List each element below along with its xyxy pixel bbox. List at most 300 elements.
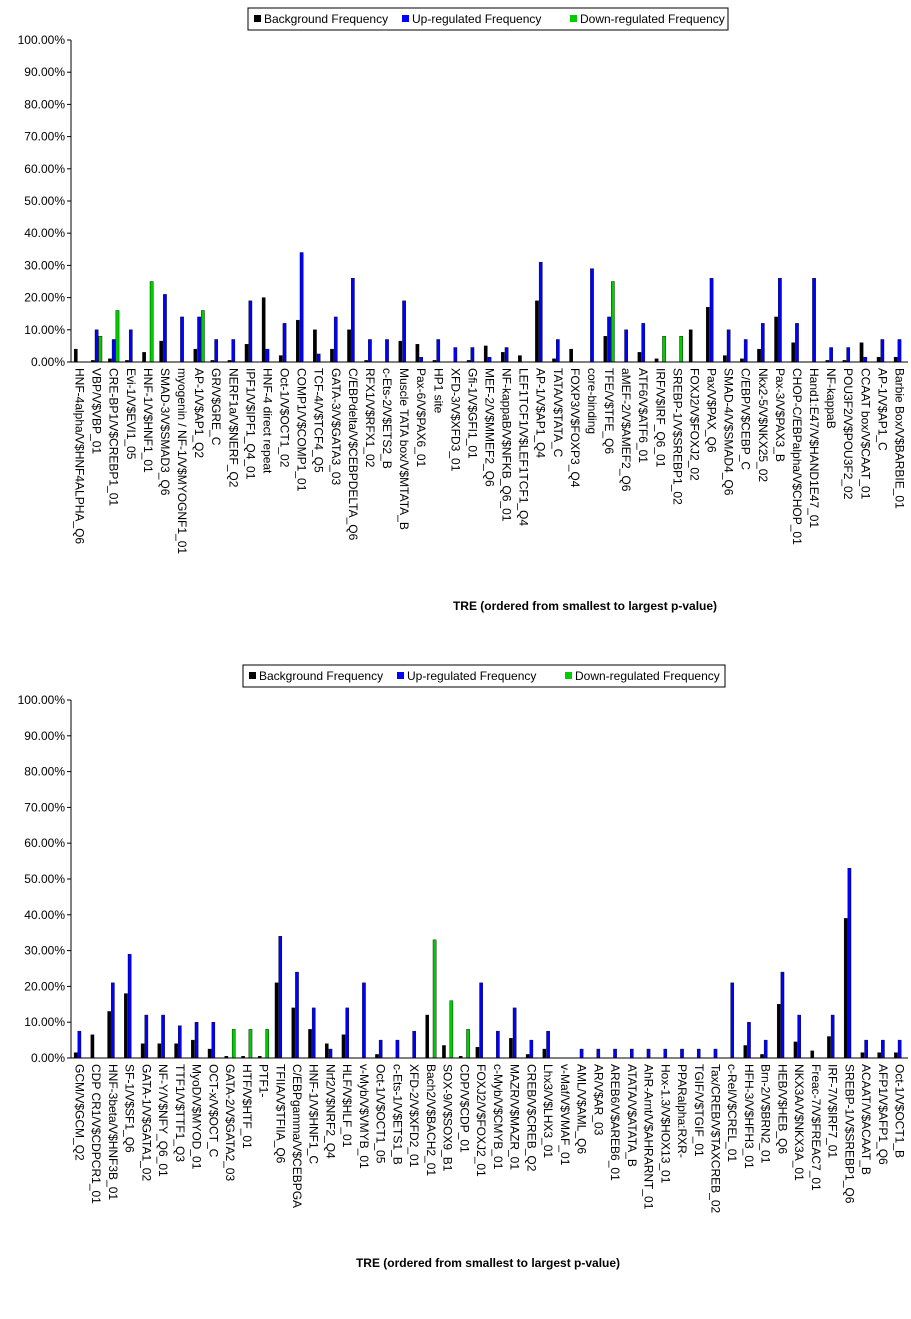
x-tick-label: Pax/V$PAX_Q6: [704, 368, 719, 453]
bar-up-regulated-frequency34: [647, 1049, 650, 1058]
bar-background-frequency48: [894, 357, 897, 362]
bar-background-frequency7: [194, 349, 197, 362]
legend-label-1: Up-regulated Frequency: [412, 12, 542, 26]
bar-up-regulated-frequency0: [78, 1031, 81, 1058]
y-tick-label: 0.00%: [30, 1051, 65, 1065]
x-tick-label: Brn-2/V$BRN2_01: [758, 1064, 773, 1164]
x-tick-label: CCAAT box/V$CAAT_01: [858, 368, 873, 500]
x-tick-label: HFH-3/V$HFH3_01: [741, 1064, 756, 1169]
bar-background-frequency19: [399, 341, 402, 362]
x-tick-label: Evi-1/V$EVI1_05: [123, 368, 138, 460]
x-tick-label: GATA-3/V$GATA3_03: [328, 368, 343, 486]
bar-background-frequency37: [706, 307, 709, 362]
y-axis: [18, 33, 71, 369]
x-tick-label: HEB/V$HEB_Q6: [775, 1064, 790, 1155]
bar-background-frequency47: [861, 1053, 864, 1058]
y-tick-label: 80.00%: [24, 97, 65, 112]
bar-up-regulated-frequency47: [865, 1040, 868, 1058]
bar-up-regulated-frequency7: [197, 317, 200, 362]
bar-background-frequency27: [535, 301, 538, 362]
x-tick-label: Lhx3/V$LHX3_01: [541, 1064, 556, 1159]
legend-label-2: Down-regulated Frequency: [580, 12, 725, 26]
bar-background-frequency41: [760, 1054, 763, 1058]
bar-background-frequency15: [325, 1044, 328, 1058]
x-tick-label: GR/V$GRE_C: [209, 368, 224, 446]
legend-swatch-0: [249, 672, 256, 679]
bar-up-regulated-frequency13: [295, 972, 298, 1058]
bar-up-regulated-frequency15: [334, 317, 337, 362]
bar-up-regulated-frequency20: [420, 357, 423, 362]
bar-background-frequency42: [777, 1004, 780, 1058]
x-tick-label: CHOP-C/EBPalpha/V$CHOP_01: [789, 368, 804, 545]
bar-background-frequency42: [792, 343, 795, 362]
x-tick-label: AP-1/V$AP1_C: [875, 368, 890, 451]
bar-down-regulated-frequency9: [232, 1029, 235, 1058]
y-tick-label: 40.00%: [24, 226, 65, 241]
x-tick-label: HNF-1/V$HNF1_C: [306, 1064, 321, 1165]
x-tick-label: Gfi-1/V$GFI1_01: [465, 368, 480, 459]
x-tick-label: Muscle TATA box/V$MTATA_B: [397, 368, 412, 530]
legend: [248, 8, 728, 30]
legend-swatch-0: [254, 15, 261, 22]
y-tick-label: 50.00%: [24, 872, 65, 886]
x-tick-label: HNF-1/V$HNF1_01: [140, 368, 155, 473]
x-tick-label: IRF/V$IRF_Q6_01: [653, 368, 668, 468]
bar-up-regulated-frequency4: [145, 1015, 148, 1058]
bar-down-regulated-frequency4: [150, 282, 153, 363]
bar-up-regulated-frequency39: [731, 983, 734, 1058]
bar-up-regulated-frequency5: [163, 294, 166, 362]
y-tick-label: 100.00%: [17, 33, 65, 47]
x-tick-label: AhR-Arnt/V$AHRARNT_01: [641, 1064, 656, 1210]
x-tick-label: c-Ets-1/V$ETS1_B: [390, 1064, 405, 1165]
x-tick-label: Hox-1.3/V$HOX13_01: [658, 1064, 673, 1184]
bar-up-regulated-frequency16: [351, 278, 354, 362]
x-tick-label: SF-1/V$SF1_Q6: [122, 1064, 137, 1153]
bar-background-frequency40: [757, 349, 760, 362]
bar-up-regulated-frequency45: [831, 1015, 834, 1058]
bar-up-regulated-frequency46: [848, 868, 851, 1058]
x-tick-label: CREB/V$CREB_Q2: [524, 1064, 539, 1172]
bar-background-frequency16: [347, 330, 350, 362]
bar-up-regulated-frequency35: [664, 1049, 667, 1058]
bar-up-regulated-frequency31: [597, 1049, 600, 1058]
x-tick-label: CDP CR1/V$CDPCR1_01: [89, 1064, 104, 1204]
x-tick-label: v-Myb/V$VMYB_01: [356, 1064, 371, 1169]
x-tick-label: c-Ets-2/V$ETS2_B: [380, 368, 395, 469]
x-tick-label: AP-1/V$AP1_Q2: [192, 368, 207, 459]
bar-down-regulated-frequency31: [611, 282, 614, 363]
x-tick-label: Nkx2-5/V$NKX25_02: [755, 368, 770, 483]
x-tick-label: CDP/V$CDP_01: [457, 1064, 472, 1153]
bar-background-frequency44: [811, 1051, 814, 1058]
bar-background-frequency13: [296, 320, 299, 362]
x-tick-label: aMEF-2/V$AMEF2_Q6: [619, 368, 634, 492]
bar-up-regulated-frequency40: [747, 1022, 750, 1058]
legend-label-1: Up-regulated Frequency: [407, 669, 537, 683]
bar-up-regulated-frequency7: [195, 1022, 198, 1058]
bar-down-regulated-frequency34: [662, 336, 665, 362]
bar-up-regulated-frequency21: [437, 339, 440, 362]
bar-background-frequency1: [91, 1035, 94, 1058]
bar-up-regulated-frequency41: [764, 1040, 767, 1058]
bar-background-frequency21: [426, 1015, 429, 1058]
x-axis-title: TRE (ordered from smallest to largest p-value): [452, 599, 718, 613]
bar-background-frequency6: [175, 1044, 178, 1058]
x-tick-label: TFE/V$TFE_Q6: [602, 368, 617, 455]
bar-up-regulated-frequency38: [727, 330, 730, 362]
bar-up-regulated-frequency43: [798, 1015, 801, 1058]
bar-background-frequency18: [375, 1054, 378, 1058]
bar-up-regulated-frequency48: [881, 1040, 884, 1058]
x-tick-label: core-binding: [584, 368, 599, 435]
bar-up-regulated-frequency22: [454, 348, 457, 362]
bar-background-frequency47: [877, 357, 880, 362]
bar-background-frequency7: [191, 1040, 194, 1058]
bar-up-regulated-frequency6: [178, 1026, 181, 1058]
bar-background-frequency38: [723, 356, 726, 362]
bar-up-regulated-frequency12: [283, 323, 286, 362]
x-tick-label: PTF1-: [256, 1064, 271, 1098]
bar-background-frequency10: [245, 344, 248, 362]
bar-up-regulated-frequency42: [795, 323, 798, 362]
x-tick-label: NF-Y/V$NFY_Q6_01: [156, 1064, 171, 1177]
bar-background-frequency40: [744, 1045, 747, 1058]
bar-background-frequency13: [292, 1008, 295, 1058]
y-tick-label: 60.00%: [24, 161, 65, 176]
bar-background-frequency48: [878, 1053, 881, 1058]
bar-background-frequency4: [141, 1044, 144, 1058]
y-tick-label: 40.00%: [24, 907, 65, 922]
x-tick-label: VBP/V$VBP_01: [89, 368, 104, 455]
bar-chart-2: [0, 655, 911, 1275]
bar-background-frequency24: [476, 1047, 479, 1058]
bar-background-frequency12: [275, 983, 278, 1058]
x-tick-label: XFD-3/V$XFD3_01: [448, 368, 463, 472]
bar-up-regulated-frequency8: [212, 1022, 215, 1058]
bar-up-regulated-frequency10: [249, 301, 252, 362]
bar-down-regulated-frequency22: [450, 1001, 453, 1058]
x-axis-title: TRE (ordered from smallest to largest p-value): [355, 1256, 621, 1270]
bar-up-regulated-frequency6: [180, 317, 183, 362]
bar-up-regulated-frequency17: [368, 339, 371, 362]
x-tick-label: SREBP-1/V$SREBP1_Q6: [842, 1064, 857, 1204]
x-tick-label: FOXP3/V$FOXP3_Q4: [567, 368, 582, 488]
bar-down-regulated-frequency2: [116, 310, 119, 362]
x-tick-label: NERF1a/V$NERF_Q2: [226, 368, 241, 488]
y-tick-label: 90.00%: [24, 65, 65, 80]
y-tick-label: 70.00%: [24, 129, 65, 144]
bar-background-frequency49: [894, 1053, 897, 1058]
y-tick-label: 30.00%: [24, 258, 65, 273]
bar-up-regulated-frequency26: [513, 1008, 516, 1058]
bar-up-regulated-frequency41: [778, 278, 781, 362]
y-tick-label: 10.00%: [24, 322, 65, 337]
bar-up-regulated-frequency1: [95, 330, 98, 362]
bar-down-regulated-frequency11: [266, 1029, 269, 1058]
bar-up-regulated-frequency45: [847, 348, 850, 362]
y-tick-label: 90.00%: [24, 728, 65, 743]
x-tick-label: c-Rel/V$CREL_01: [725, 1064, 740, 1163]
x-tick-label: HNF-3beta/V$HNF3B_01: [105, 1064, 120, 1201]
bar-background-frequency14: [308, 1029, 311, 1058]
bar-background-frequency25: [501, 352, 504, 362]
bar-up-regulated-frequency46: [864, 357, 867, 362]
bar-up-regulated-frequency14: [317, 354, 320, 362]
bar-up-regulated-frequency37: [710, 278, 713, 362]
x-tick-label: TCF-4/V$TCF4_Q5: [311, 368, 326, 473]
legend: [243, 665, 725, 687]
x-tick-label: C/EBPdelta/V$CEBPDELTA_Q6: [345, 368, 360, 541]
bar-background-frequency14: [313, 330, 316, 362]
x-tick-label: AREB6/V$AREB6_01: [608, 1064, 623, 1181]
bar-up-regulated-frequency12: [279, 936, 282, 1058]
bar-background-frequency2: [108, 1011, 111, 1058]
x-tick-label: Hand1:E47/V$HAND1E47_01: [807, 368, 822, 529]
x-tick-label: IPF1/V$IPF1_Q4_01: [243, 368, 258, 480]
bar-up-regulated-frequency18: [379, 1040, 382, 1058]
bar-up-regulated-frequency27: [530, 1040, 533, 1058]
bars: [74, 868, 901, 1058]
x-tick-label: LEF1TCF1/V$LEF1TCF1_Q4: [516, 368, 531, 527]
x-tick-label: GATA-2/V$GATA2_03: [223, 1064, 238, 1182]
x-tick-label: HLF/V$HLF_01: [340, 1064, 355, 1148]
bar-up-regulated-frequency19: [402, 301, 405, 362]
bar-up-regulated-frequency30: [590, 269, 593, 362]
x-tick-label: MEF-2/V$MMEF2_Q6: [482, 368, 497, 487]
bar-up-regulated-frequency33: [630, 1049, 633, 1058]
y-tick-label: 10.00%: [24, 1015, 65, 1030]
x-tick-label: AFP1/V$AFP1_Q6: [875, 1064, 890, 1165]
chart-panel-2: [0, 655, 911, 1275]
y-tick-label: 20.00%: [24, 290, 65, 305]
x-tick-label: IRF-7/V$IRF7_01: [825, 1064, 840, 1159]
bar-up-regulated-frequency28: [546, 1031, 549, 1058]
bar-down-regulated-frequency23: [466, 1029, 469, 1058]
x-axis: [72, 1064, 906, 1213]
bar-up-regulated-frequency31: [607, 317, 610, 362]
bar-background-frequency5: [158, 1044, 161, 1058]
bar-down-regulated-frequency1: [99, 336, 102, 362]
bar-up-regulated-frequency48: [898, 339, 901, 362]
x-axis: [73, 368, 907, 554]
bar-up-regulated-frequency33: [642, 323, 645, 362]
bar-up-regulated-frequency16: [346, 1008, 349, 1058]
x-tick-label: C/EBPgamma/V$CEBPGA: [289, 1064, 304, 1209]
bar-up-regulated-frequency25: [496, 1031, 499, 1058]
bar-background-frequency26: [518, 356, 521, 362]
bar-background-frequency0: [74, 349, 77, 362]
x-tick-label: HNF-4 direct repeat: [260, 368, 275, 474]
legend-swatch-2: [565, 672, 572, 679]
bar-background-frequency46: [860, 343, 863, 362]
x-tick-label: MAZR/V$MAZR_01: [507, 1064, 522, 1171]
bar-background-frequency27: [526, 1054, 529, 1058]
bar-up-regulated-frequency24: [488, 357, 491, 362]
bar-background-frequency46: [844, 918, 847, 1058]
bar-background-frequency12: [279, 356, 282, 362]
x-tick-label: v-Maf/V$VMAF_01: [557, 1064, 572, 1166]
bar-up-regulated-frequency19: [396, 1040, 399, 1058]
bar-down-regulated-frequency10: [249, 1029, 252, 1058]
bar-up-regulated-frequency44: [830, 348, 833, 362]
legend-label-0: Background Frequency: [264, 12, 389, 26]
x-tick-label: NKX3A/V$NKX3A_01: [792, 1064, 807, 1181]
x-tick-label: Oct-1/V$OCT1_B: [892, 1064, 907, 1159]
bar-up-regulated-frequency15: [329, 1049, 332, 1058]
legend-swatch-1: [402, 15, 409, 22]
x-tick-label: HNF-4alpha/V$HNF4ALPHA_Q6: [72, 368, 87, 545]
bar-background-frequency3: [124, 994, 127, 1058]
x-tick-label: AP-1/V$AP1_Q4: [533, 368, 548, 459]
x-tick-label: Freac-7/V$FREAC7_01: [808, 1064, 823, 1191]
legend-label-0: Background Frequency: [259, 669, 384, 683]
x-tick-label: Bach2/V$BACH2_01: [423, 1064, 438, 1177]
bar-up-regulated-frequency3: [129, 330, 132, 362]
x-tick-label: Pax-6/V$PAX6_01: [414, 368, 429, 468]
bar-background-frequency11: [262, 298, 265, 362]
bar-up-regulated-frequency9: [232, 339, 235, 362]
bar-background-frequency31: [604, 336, 607, 362]
legend-label-2: Down-regulated Frequency: [575, 669, 720, 683]
x-tick-label: ATF6/V$ATF6_01: [636, 368, 651, 463]
bar-up-regulated-frequency5: [161, 1015, 164, 1058]
bar-background-frequency5: [160, 341, 163, 362]
bar-up-regulated-frequency30: [580, 1049, 583, 1058]
bar-up-regulated-frequency2: [112, 339, 115, 362]
x-tick-label: Oct-1/V$OCT1_02: [277, 368, 292, 468]
bar-up-regulated-frequency27: [539, 262, 542, 362]
x-tick-label: GATA-1/V$GATA1_02: [139, 1064, 154, 1182]
bar-up-regulated-frequency32: [613, 1049, 616, 1058]
bar-background-frequency20: [416, 344, 419, 362]
bar-up-regulated-frequency38: [714, 1049, 717, 1058]
x-tick-label: Tax/CREB/V$TAXCREB_02: [708, 1064, 723, 1214]
x-tick-label: TGIF/V$TGIF_01: [691, 1064, 706, 1157]
bar-background-frequency43: [794, 1042, 797, 1058]
y-tick-label: 50.00%: [24, 194, 65, 208]
x-tick-label: TFIIA/V$TFIIA_Q6: [273, 1064, 288, 1164]
bar-down-regulated-frequency7: [201, 310, 204, 362]
x-tick-label: c-Myb/V$CMYB_01: [490, 1064, 505, 1170]
bar-up-regulated-frequency2: [111, 983, 114, 1058]
bar-up-regulated-frequency47: [881, 339, 884, 362]
bar-up-regulated-frequency36: [680, 1049, 683, 1058]
bar-background-frequency41: [775, 317, 778, 362]
bar-up-regulated-frequency32: [625, 330, 628, 362]
x-tick-label: TATA/V$TATA_C: [550, 368, 565, 458]
x-tick-label: AML/V$AML_Q6: [574, 1064, 589, 1155]
y-tick-label: 100.00%: [17, 693, 65, 707]
bar-background-frequency28: [543, 1049, 546, 1058]
bar-background-frequency36: [689, 330, 692, 362]
bar-up-regulated-frequency17: [362, 983, 365, 1058]
y-tick-label: 70.00%: [24, 800, 65, 815]
bar-background-frequency16: [342, 1035, 345, 1058]
bar-up-regulated-frequency18: [385, 339, 388, 362]
x-tick-label: SOX-9/V$SOX9_B1: [440, 1064, 455, 1172]
bar-background-frequency22: [442, 1045, 445, 1058]
x-tick-label: OCT-x/V$OCT_C: [206, 1064, 221, 1158]
bar-up-regulated-frequency37: [697, 1049, 700, 1058]
x-tick-label: Nrf2/V$NRF2_Q4: [323, 1064, 338, 1159]
x-tick-label: RFX1/V$RFX1_02: [362, 368, 377, 468]
bar-up-regulated-frequency49: [898, 1040, 901, 1058]
legend-swatch-2: [570, 15, 577, 22]
legend-swatch-1: [397, 672, 404, 679]
x-tick-label: TTF1/V$TTF1_Q3: [172, 1064, 187, 1163]
x-tick-label: CRE-BP1/V$CREBP1_01: [106, 368, 121, 507]
x-tick-label: NF-kappaB/V$NFKB_Q6_01: [499, 368, 514, 522]
x-tick-label: myogenin / NF-1/V$MYOGNF1_01: [175, 368, 190, 555]
bar-up-regulated-frequency3: [128, 954, 131, 1058]
x-tick-label: POU3F2/V$POU3F2_02: [841, 368, 856, 500]
bar-background-frequency15: [330, 349, 333, 362]
y-tick-label: 60.00%: [24, 836, 65, 851]
chart-panel-1: [0, 0, 911, 640]
x-tick-label: MyoD/V$MYOD_01: [189, 1064, 204, 1170]
y-tick-label: 20.00%: [24, 979, 65, 994]
bar-up-regulated-frequency25: [505, 348, 508, 362]
x-tick-label: Barbie Box/V$BARBIE_01: [892, 368, 907, 509]
y-tick-label: 80.00%: [24, 764, 65, 779]
bar-up-regulated-frequency42: [781, 972, 784, 1058]
bar-up-regulated-frequency28: [556, 339, 559, 362]
bar-chart-1: [0, 0, 911, 640]
bar-down-regulated-frequency21: [433, 940, 436, 1058]
bar-up-regulated-frequency40: [761, 323, 764, 362]
x-tick-label: FOXJ2/V$FOXJ2_02: [687, 368, 702, 481]
x-tick-label: FOXJ2/V$FOXJ2_01: [474, 1064, 489, 1177]
bar-up-regulated-frequency8: [215, 339, 218, 362]
bar-up-regulated-frequency13: [300, 253, 303, 362]
bar-up-regulated-frequency24: [480, 983, 483, 1058]
bar-background-frequency29: [570, 349, 573, 362]
x-tick-label: AR/V$AR_03: [591, 1064, 606, 1136]
x-tick-label: PPARalpha:RXR-: [675, 1064, 690, 1158]
x-tick-label: Pax-3/V$PAX3_B: [772, 368, 787, 462]
x-tick-label: SMAD-3/V$SMAD3_Q6: [157, 368, 172, 496]
x-tick-label: ACAAT/V$ACAAT_B: [859, 1064, 874, 1175]
x-tick-label: HP1 site: [431, 368, 446, 414]
x-tick-label: SREBP-1/V$SREBP1_02: [670, 368, 685, 505]
bar-up-regulated-frequency20: [413, 1031, 416, 1058]
y-tick-label: 30.00%: [24, 943, 65, 958]
bar-background-frequency45: [827, 1037, 830, 1058]
bar-background-frequency0: [74, 1053, 77, 1058]
x-tick-label: C/EBP/V$CEBP_C: [738, 368, 753, 471]
bars: [74, 253, 901, 362]
bar-background-frequency26: [509, 1038, 512, 1058]
x-tick-label: NF-kappaB: [824, 368, 839, 429]
x-tick-label: ATATA/V$ATATA_B: [624, 1064, 639, 1167]
bar-up-regulated-frequency23: [471, 348, 474, 362]
bar-up-regulated-frequency14: [312, 1008, 315, 1058]
bar-down-regulated-frequency35: [680, 336, 683, 362]
y-axis: [18, 693, 71, 1065]
y-tick-label: 0.00%: [30, 355, 65, 369]
bar-background-frequency24: [484, 346, 487, 362]
bar-background-frequency4: [142, 352, 145, 362]
bar-up-regulated-frequency11: [266, 349, 269, 362]
x-tick-label: XFD-2/V$XFD2_01: [407, 1064, 422, 1168]
x-tick-label: GCM/V$GCM_Q2: [72, 1064, 87, 1161]
bar-background-frequency33: [638, 352, 641, 362]
bar-up-regulated-frequency43: [812, 278, 815, 362]
x-tick-label: SMAD-4/V$SMAD4_Q6: [721, 368, 736, 496]
bar-up-regulated-frequency39: [744, 339, 747, 362]
x-tick-label: Oct-1/V$OCT1_05: [373, 1064, 388, 1164]
